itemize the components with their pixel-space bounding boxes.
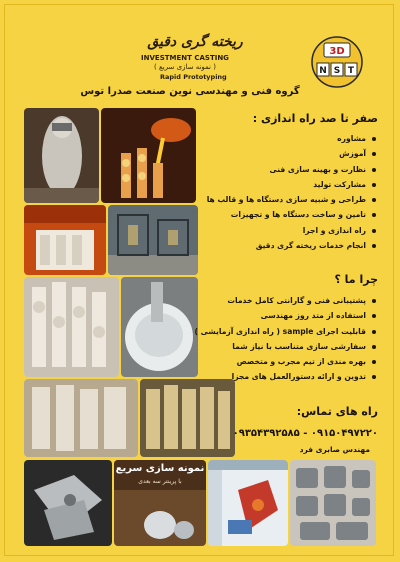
photo-machinery	[108, 205, 198, 275]
list-item	[207, 238, 378, 253]
bullet-dot	[372, 168, 376, 172]
services-list	[207, 131, 378, 253]
logo-letter-t: T	[347, 66, 355, 76]
photo-metal-parts	[24, 460, 112, 546]
bullet-dot	[372, 299, 376, 303]
banner-subtitle: با پرینتر سه بعدی	[138, 478, 182, 485]
list-item-text: مشارکت تولید	[313, 179, 366, 189]
bullet-dot	[372, 330, 376, 334]
list-item-text: مشاوره	[337, 134, 366, 143]
bullet-dot	[372, 229, 376, 233]
photo-steel-components	[290, 460, 376, 546]
photo-slurry-mixer	[121, 277, 198, 377]
list-item-text: راه اندازی و اجرا	[302, 225, 366, 235]
list-item	[207, 177, 378, 192]
banner-title: نمونه سازی سریع	[115, 463, 205, 474]
list-item-text: قابلیت اجرای sample ( راه اندازی آزمایشی )	[194, 326, 366, 336]
list-item-text: استفاده از متد روز مهندسی	[260, 311, 366, 321]
list-item	[194, 324, 378, 339]
list-item-text: بهره مندی از تیم مجرب و متخصص	[236, 357, 366, 367]
bullet-dot	[372, 213, 376, 217]
group-name: گروه فنی و مهندسی نوین صنعت صدرا توس	[80, 86, 300, 97]
logo-letter-n: N	[319, 66, 327, 76]
list-item	[207, 207, 378, 222]
list-item-text: آموزش	[339, 149, 366, 159]
bullet-dot	[372, 137, 376, 141]
title-en: INVESTMENT CASTING	[141, 54, 229, 62]
subtitle-en: Rapid Prototyping	[160, 73, 227, 81]
bullet-dot	[372, 375, 376, 379]
list-item-text: تامین و ساخت دستگاه ها و تجهیزات	[230, 210, 366, 220]
list-item	[207, 131, 378, 146]
photo-wax-tree	[24, 205, 106, 275]
rapid-prototyping-banner	[114, 460, 206, 546]
list-item	[207, 223, 378, 238]
bullet-dot	[372, 152, 376, 156]
photo-white-castings	[24, 277, 119, 377]
photo-shell-molds	[140, 379, 235, 457]
list-item-text: نظارت و بهینه سازی فنی	[269, 164, 366, 174]
why-us-list	[194, 293, 378, 385]
bullet-dot	[372, 183, 376, 187]
photo-pouring-metal	[101, 108, 196, 203]
bullet-dot	[372, 314, 376, 318]
logo-3d-text: 3D	[329, 46, 345, 57]
why-us-heading: چرا ما ؟	[334, 273, 378, 286]
list-item	[194, 339, 378, 354]
list-item-text: سفارشی سازی متناسب با نیاز شما	[232, 341, 366, 351]
bullet-dot	[372, 198, 376, 202]
phone-numbers[interactable]: ۰۹۳۵۴۳۹۲۵۸۵ - ۰۹۱۵۰۴۹۷۲۲۰	[232, 428, 378, 439]
engineer-name: مهندس صابری فرد	[299, 445, 370, 454]
list-item-text: پشتیبانی فنی و گارانتی کامل خدمات	[227, 296, 366, 305]
photo-cast-parts	[24, 379, 138, 457]
logo-letter-s: S	[333, 66, 341, 76]
services-heading: صفر تا صد راه اندازی :	[252, 112, 378, 125]
contact-heading: راه های تماس:	[296, 405, 378, 418]
list-item	[194, 293, 378, 308]
subtitle-fa: ( نمونه سازی سریع )	[154, 63, 216, 71]
header	[0, 0, 400, 118]
list-item	[194, 308, 378, 323]
bullet-dot	[372, 360, 376, 364]
bullet-dot	[372, 345, 376, 349]
list-item	[207, 146, 378, 161]
list-item	[207, 192, 378, 207]
nst-logo	[311, 36, 363, 88]
list-item-text: تدوین و ارائه دستورالعمل های مجزا	[231, 372, 366, 382]
list-item	[194, 369, 378, 384]
photo-foundry-worker	[24, 108, 99, 203]
list-item-text: انجام خدمات ریخته گری دقیق	[255, 241, 366, 251]
list-item	[194, 354, 378, 369]
bullet-dot	[372, 244, 376, 248]
photo-cad-model	[208, 460, 288, 546]
list-item	[207, 162, 378, 177]
title-fa: ریخته گری دقیق	[147, 34, 243, 50]
list-item-text: طراحی و شبیه سازی دستگاه ها و قالب ها	[206, 195, 366, 205]
